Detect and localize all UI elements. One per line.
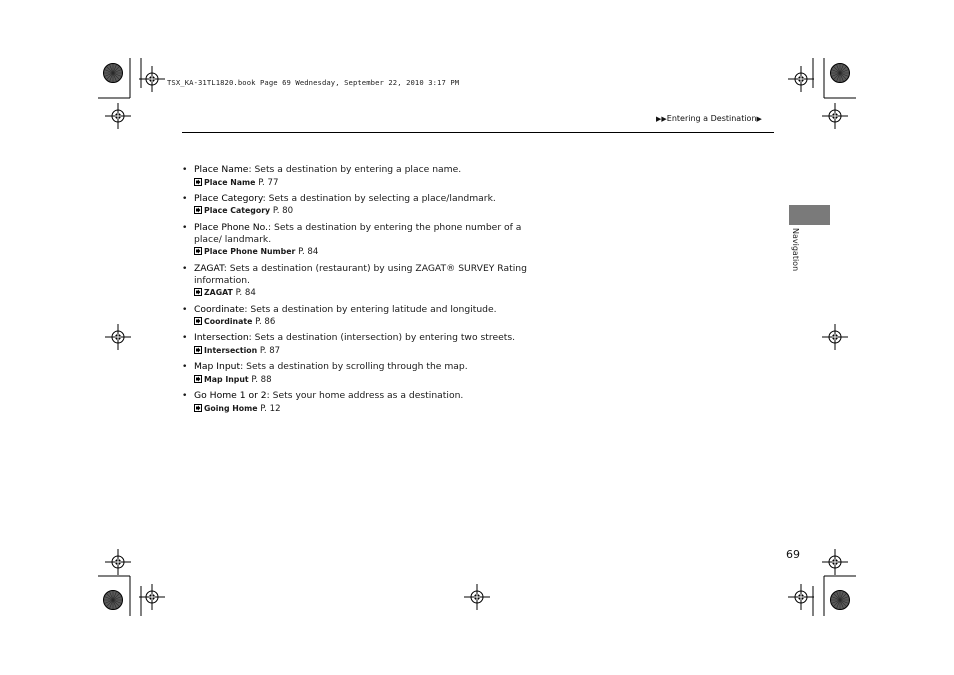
- registration-mark-icon: [105, 103, 131, 129]
- triangle-right-icon: ▶▶: [656, 115, 667, 123]
- item-term: ZAGAT: [194, 262, 224, 274]
- crop-mark-top-left: [98, 58, 165, 129]
- reference-title: Place Name: [204, 177, 256, 187]
- item-description: : Sets a destination by entering a place name.: [248, 164, 462, 175]
- triangle-right-icon: ▶: [756, 115, 762, 123]
- item-term: Go Home 1 or 2: [194, 390, 267, 402]
- reference-title: ZAGAT: [204, 288, 233, 298]
- reference-title: Map Input: [204, 374, 249, 384]
- registration-mark-icon: [105, 549, 131, 575]
- reference-title: Going Home: [204, 403, 258, 413]
- registration-mark-icon: [788, 66, 814, 92]
- registration-mark-icon: [105, 324, 131, 350]
- crop-mark-bottom-left: [98, 549, 165, 616]
- crop-target-icon: [831, 591, 850, 610]
- page-number: 69: [786, 548, 800, 561]
- bullet: •: [182, 221, 188, 233]
- registration-mark-icon: [139, 66, 165, 92]
- registration-mark-icon: [788, 584, 814, 610]
- reference-page: P. 88: [248, 374, 272, 385]
- item-term: Place Category: [194, 192, 263, 204]
- crop-target-icon: [104, 64, 123, 83]
- item-term: Place Phone No.: [194, 221, 268, 233]
- item-description: : Sets your home address as a destination.: [266, 390, 464, 402]
- reference-title: Intersection: [204, 345, 258, 355]
- reference-page: P. 87: [257, 345, 281, 356]
- bullet: •: [182, 332, 188, 344]
- item-description: : Sets a destination (restaurant) by using ZAGAT® SURVEY Rating information.: [194, 262, 527, 286]
- bullet: •: [182, 164, 188, 175]
- item-description: : Sets a destination by entering latitude and longitude.: [244, 303, 497, 315]
- item-description: : Sets a destination (intersection) by entering two streets.: [248, 332, 516, 344]
- reference-page: P. 12: [257, 403, 281, 414]
- registration-mark-icon: [139, 584, 165, 610]
- breadcrumb-section: Entering a Destination: [666, 114, 757, 123]
- item-term: Place Name: [194, 164, 249, 175]
- reference-title: Coordinate: [204, 317, 253, 327]
- reference-page: P. 84: [232, 288, 256, 299]
- reference-page: P. 84: [295, 247, 319, 258]
- crop-mark-bottom-right: [788, 549, 856, 616]
- reference-title: Place Category: [204, 206, 271, 216]
- bullet: •: [182, 361, 188, 373]
- reference-title: Place Phone Number: [204, 247, 296, 257]
- side-tab-label: Navigation: [791, 228, 800, 272]
- registration-mark-icon: [822, 549, 848, 575]
- print-header: TSX_KA-31TL1820.book Page 69 Wednesday, September 22, 2010 3:17 PM: [167, 78, 460, 87]
- crop-mark-top-right: [788, 58, 856, 129]
- bullet: •: [182, 303, 188, 315]
- crop-target-icon: [104, 591, 123, 610]
- item-term: Map Input: [194, 361, 241, 373]
- reference-page: P. 80: [270, 206, 294, 217]
- item-description: : Sets a destination by selecting a place/landmark.: [262, 192, 496, 204]
- registration-mark-icon: [822, 324, 848, 350]
- item-description: : Sets a destination by entering the phone number of a place/ landmark.: [194, 221, 522, 245]
- reference-page: P. 77: [255, 177, 279, 188]
- item-term: Coordinate: [194, 303, 245, 315]
- bullet: •: [182, 262, 188, 274]
- crop-target-icon: [831, 64, 850, 83]
- bullet: •: [182, 192, 188, 204]
- bullet: •: [182, 390, 188, 402]
- reference-page: P. 86: [252, 317, 276, 328]
- item-description: : Sets a destination by scrolling through the map.: [240, 361, 468, 373]
- registration-mark-icon: [464, 584, 490, 610]
- registration-mark-icon: [822, 103, 848, 129]
- item-term: Intersection: [194, 332, 249, 344]
